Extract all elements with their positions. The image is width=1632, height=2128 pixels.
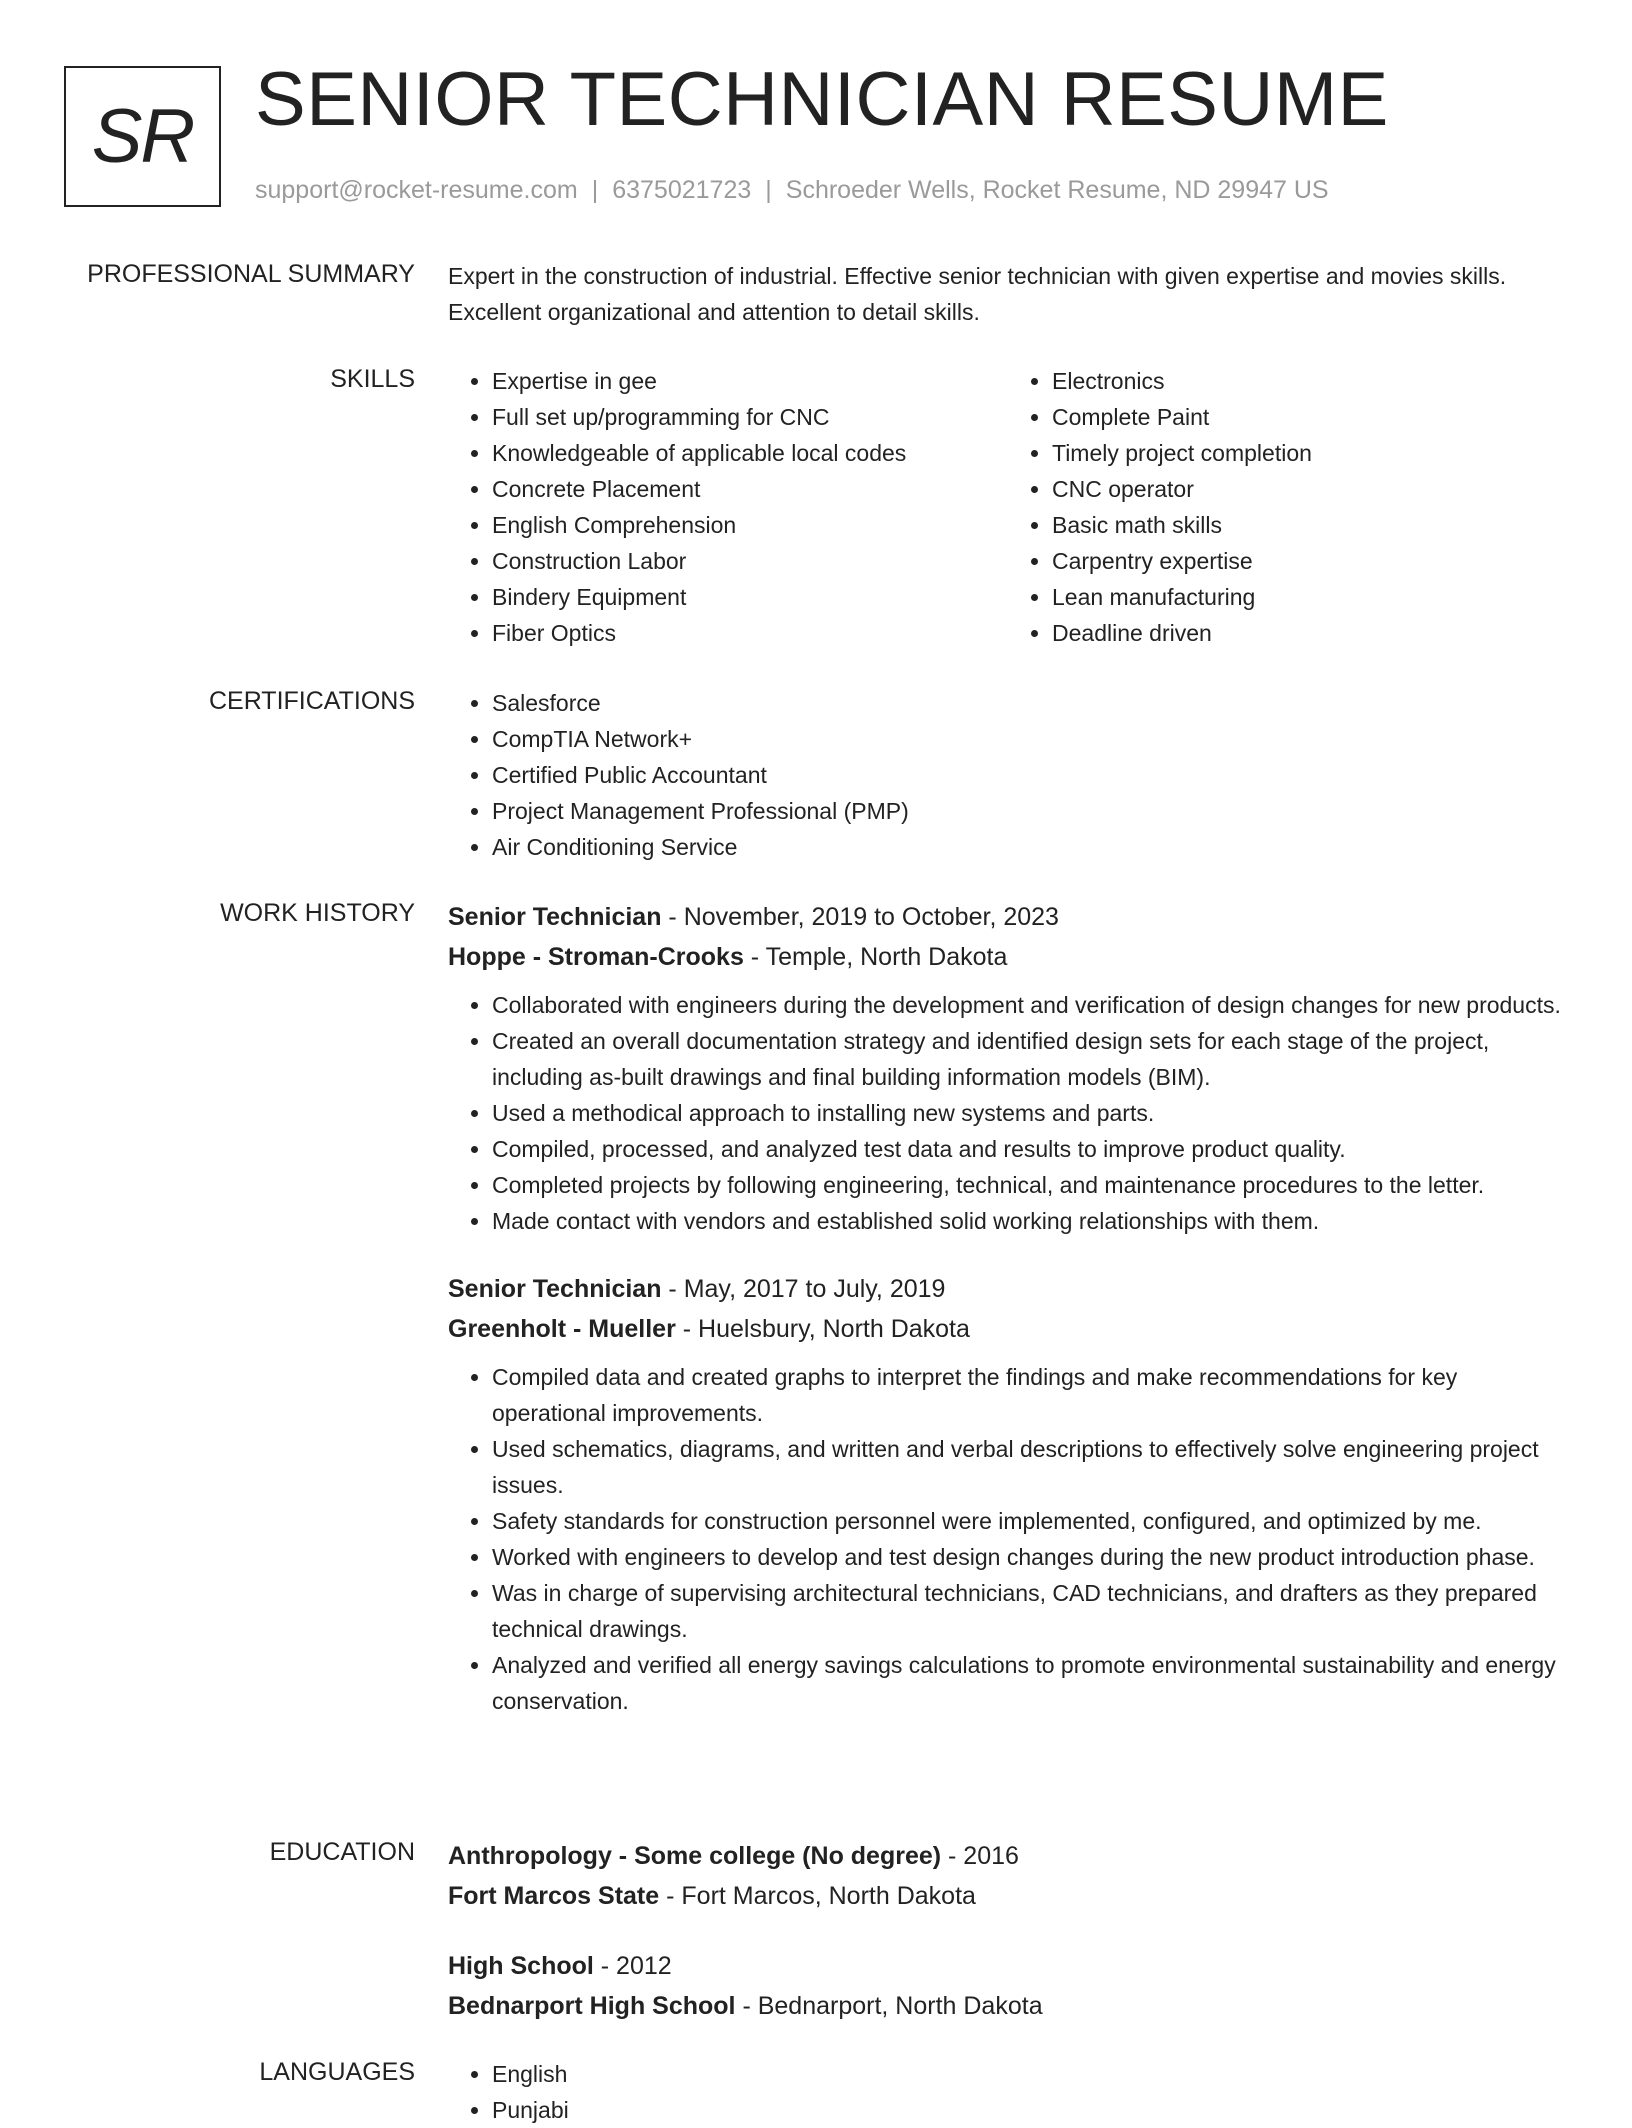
job-bullet: • Collaborated with engineers during the development and verification of design changes for new products.	[492, 987, 1568, 1023]
job-bullet: • Created an overall documentation strategy and identified design sets for each stage of the project, including as-built drawings and final building information models (BIM).	[492, 1023, 1568, 1095]
job-company-line	[448, 937, 1568, 977]
job-entry	[448, 897, 1568, 1239]
education-school-line	[448, 1986, 1568, 2026]
section-label: WORK HISTORY	[220, 899, 415, 927]
skill-item: • Complete Paint	[1052, 399, 1568, 435]
job-bullet: • Compiled data and created graphs to interpret the findings and make recommendations for key operational improvements.	[492, 1359, 1568, 1431]
job-bullet: • Used a methodical approach to installing new systems and parts.	[492, 1095, 1568, 1131]
job-bullets	[448, 1359, 1568, 1719]
monogram-logo: SR	[64, 66, 221, 207]
job-dates: - May, 2017 to July, 2019	[661, 1275, 946, 1303]
education-location: - Bednarport, North Dakota	[735, 1992, 1043, 2020]
job-entry	[448, 1269, 1568, 1719]
summary-text: Expert in the construction of industrial. Effective senior technician with given expertise and movies skills. Excellent organizational and attention to detail skills.	[448, 263, 1507, 325]
contact-separator: |	[765, 176, 772, 204]
skill-item: • Knowledgeable of applicable local codes	[492, 435, 1008, 471]
job-dates: - November, 2019 to October, 2023	[661, 903, 1059, 931]
skill-item: • Deadline driven	[1052, 615, 1568, 651]
skills-column-right	[1008, 363, 1568, 651]
education-location: - Fort Marcos, North Dakota	[659, 1882, 976, 1910]
education-degree: Anthropology - Some college (No degree)	[448, 1842, 942, 1870]
work-history-list	[448, 897, 1568, 1719]
skill-item: • Timely project completion	[1052, 435, 1568, 471]
section-label: EDUCATION	[269, 1838, 415, 1866]
job-location: - Temple, North Dakota	[743, 943, 1008, 971]
education-school: Fort Marcos State	[448, 1882, 660, 1910]
skill-item: • Concrete Placement	[492, 471, 1008, 507]
job-heading	[448, 1269, 1568, 1309]
education-entry	[448, 1946, 1568, 2026]
contact-address: Schroeder Wells, Rocket Resume, ND 29947 US	[785, 176, 1329, 204]
contact-separator: |	[591, 176, 599, 204]
job-company: Greenholt - Mueller	[448, 1315, 676, 1343]
certification-item: • Salesforce	[492, 685, 1568, 721]
certifications-list	[448, 685, 1568, 865]
contact-phone[interactable]: 6375021723	[612, 176, 752, 204]
education-entry	[448, 1836, 1568, 1916]
skill-item: • English Comprehension	[492, 507, 1008, 543]
education-year: - 2016	[941, 1842, 1019, 1870]
job-bullet: • Compiled, processed, and analyzed test data and results to improve product quality.	[492, 1131, 1568, 1167]
certification-item: • Certified Public Accountant	[492, 757, 1568, 793]
certification-item: • Air Conditioning Service	[492, 829, 1568, 865]
language-item: • English	[492, 2056, 1568, 2092]
languages-list	[448, 2056, 1568, 2128]
education-school: Bednarport High School	[448, 1992, 736, 2020]
job-bullet: • Analyzed and verified all energy savings calculations to promote environmental sustainability and energy conservation.	[492, 1647, 1568, 1719]
skill-item: • Electronics	[1052, 363, 1568, 399]
job-bullet: • Used schematics, diagrams, and written and verbal descriptions to effectively solve engineering project issues.	[492, 1431, 1568, 1503]
section-label: PROFESSIONAL SUMMARY	[87, 260, 415, 288]
section-label: SKILLS	[330, 365, 415, 393]
skill-item: • Carpentry expertise	[1052, 543, 1568, 579]
language-item: • Punjabi	[492, 2092, 1568, 2128]
job-company: Hoppe - Stroman-Crooks	[448, 943, 744, 971]
skill-item: • Full set up/programming for CNC	[492, 399, 1008, 435]
job-title: Senior Technician	[448, 903, 662, 931]
skill-item: • Lean manufacturing	[1052, 579, 1568, 615]
education-year: - 2012	[593, 1952, 672, 1980]
skill-item: • Construction Labor	[492, 543, 1008, 579]
skill-item: • Expertise in gee	[492, 363, 1008, 399]
contact-email[interactable]: support@rocket-resume.com	[255, 176, 578, 204]
skills-list	[448, 363, 1568, 651]
contact-line	[255, 176, 1329, 205]
certification-item: • Project Management Professional (PMP)	[492, 793, 1568, 829]
section-label: CERTIFICATIONS	[208, 687, 415, 715]
job-bullet: • Safety standards for construction personnel were implemented, configured, and optimized by me.	[492, 1503, 1568, 1539]
skill-item: • Basic math skills	[1052, 507, 1568, 543]
skill-item: • CNC operator	[1052, 471, 1568, 507]
job-company-line	[448, 1309, 1568, 1349]
job-bullets	[448, 987, 1568, 1239]
job-bullet: • Was in charge of supervising architectural technicians, CAD technicians, and drafters as they prepared technical drawings.	[492, 1575, 1568, 1647]
job-location: - Huelsbury, North Dakota	[675, 1315, 970, 1343]
education-heading	[448, 1836, 1568, 1876]
education-list	[448, 1836, 1568, 2026]
skill-item: • Bindery Equipment	[492, 579, 1008, 615]
job-bullet: • Completed projects by following engineering, technical, and maintenance procedures to the letter.	[492, 1167, 1568, 1203]
certification-item: • CompTIA Network+	[492, 721, 1568, 757]
job-title: Senior Technician	[448, 1275, 662, 1303]
skill-item: • Fiber Optics	[492, 615, 1008, 651]
skills-column-left	[448, 363, 1008, 651]
education-degree: High School	[448, 1952, 594, 1980]
education-heading	[448, 1946, 1568, 1986]
section-label: LANGUAGES	[259, 2058, 415, 2086]
page-title: SENIOR TECHNICIAN RESUME	[255, 57, 1389, 142]
job-bullet: • Worked with engineers to develop and test design changes during the new product introduction phase.	[492, 1539, 1568, 1575]
job-heading	[448, 897, 1568, 937]
education-school-line	[448, 1876, 1568, 1916]
job-bullet: • Made contact with vendors and established solid working relationships with them.	[492, 1203, 1568, 1239]
